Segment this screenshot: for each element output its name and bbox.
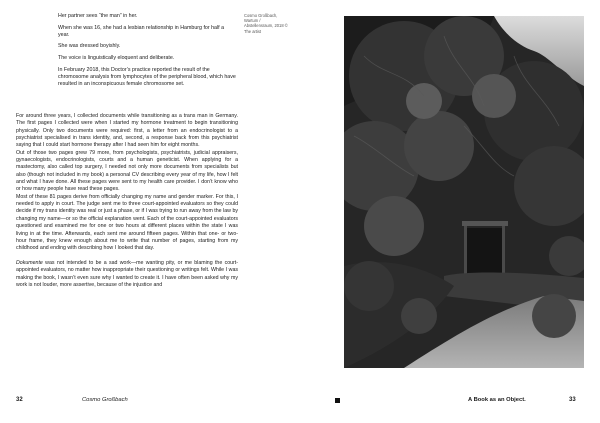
- quote-block: [58, 13, 236, 93]
- section-square-marker: [335, 398, 340, 403]
- garden-photograph: [344, 16, 584, 368]
- quote-line: She was dressed boyishly.: [58, 43, 121, 50]
- body-paragraph: Out of those two pages grew 79 more, from psychologists, psychiatrists, judicial appraisers, gynaecologists, endocrinologists, courts and a human geneticist. When applying for a mastectomy, also called top surgery, I needed not only more documents from specialists but also (though not included in my book) a personal CV describing every year of my life, how I felt and what I have done. All these pages were sent to my health care provider. I don’t know who or how many people have read these pages.: [16, 149, 238, 193]
- body-paragraph: For around three years, I collected documents while transitioning as a trans man in Germany. The first pages I collected were when I started my hormone treatment to begin transitioning physically. Only two documents were required: first, a letter from an endocrinologist to a psychiatrist specialised in trans identity, and, second, a response back from this psychiatrist saying that I could start hormone therapy after I had seen him for eight months.: [16, 113, 238, 149]
- running-head-right: A Book as an Object.: [468, 397, 526, 403]
- image-caption: Cosmo Großbach, Wartum / Abstellensraum, 2018 © The artist: [244, 13, 288, 34]
- quote-line: In February 2018, this Doctor’s practice reported the result of the chromosome analysis from lymphocytes of the peripheral blood, which have resulted in an inconspicuous female chromosome set.: [58, 66, 236, 88]
- right-page: [300, 0, 600, 423]
- body-paragraph-last: [16, 260, 238, 289]
- garden-photo-graphic: [344, 16, 584, 368]
- body-paragraph-rest: was not intended to be a sad work—me wanting pity, or me blaming the court-appointed evaluators, no matter how inappropriate their questioning or writings felt. While I was making the book, I wasn’t even sure why I wanted to create it. I have often been asked why my work is not louder, more assertive, because of the injustice and: [16, 259, 238, 288]
- book-title: Dokumente: [16, 259, 43, 266]
- running-head-left: Cosmo Großbach: [82, 397, 128, 403]
- quote-line: When she was 16, she had a lesbian relationship in Hamburg for half a year.: [58, 24, 225, 38]
- page-number-left: 32: [16, 397, 23, 403]
- quote-line: The voice is linguistically eloquent and deliberate.: [58, 55, 175, 62]
- body-text: [16, 113, 238, 289]
- page-number-right: 33: [569, 397, 576, 403]
- quote-line: Her partner sees “the man” in her.: [58, 13, 138, 19]
- body-paragraph: Most of these 81 pages derive from officially changing my name and gender marker. For this, I needed to apply in court. The judge sent me to three court-appointed evaluators so they could decide if my trans identity was real or just a phase, or if I was trying to run away from the law by changing my name—or so the official explanation went. Each of the court-appointed evaluators questioned and examined me for one or two hours at different places within the state I was living in at the time. Afterwards, each sent me around fifteen pages. Within that one- or two-hour frame, they knew enough about me to write that number of pages, starting from my childhood and ending with describing how I looked that day.: [16, 193, 238, 252]
